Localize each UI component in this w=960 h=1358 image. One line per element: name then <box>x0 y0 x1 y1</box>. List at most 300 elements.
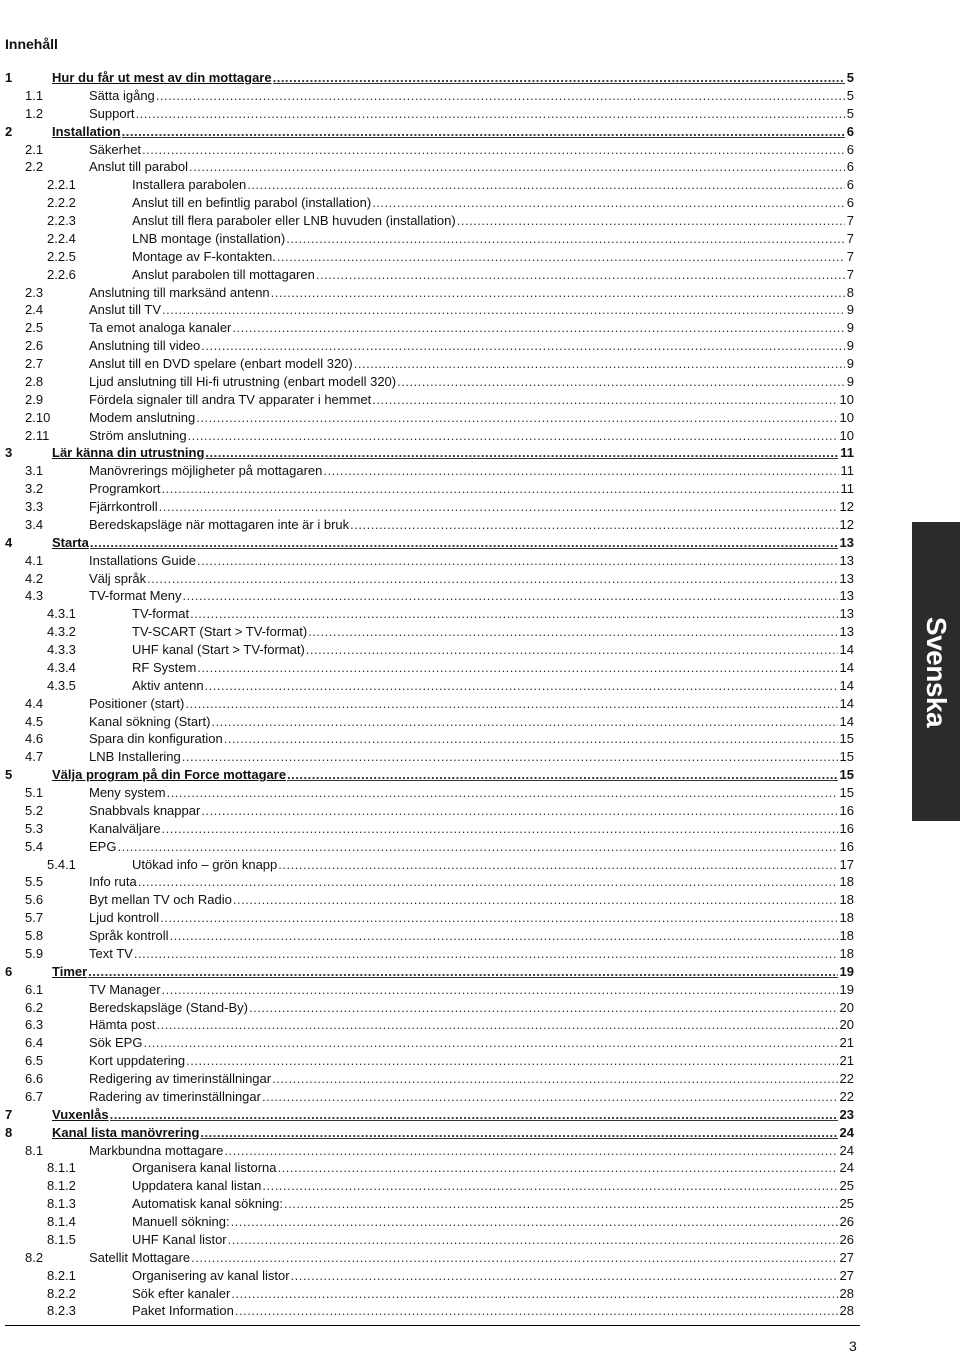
toc-entry[interactable] <box>0 659 860 677</box>
toc-entry[interactable] <box>0 355 860 373</box>
toc-entry-title: Text TV <box>89 945 133 961</box>
dot-leader <box>273 69 845 87</box>
dot-leader <box>143 1034 837 1052</box>
toc-entry-page: 28 <box>839 1285 854 1301</box>
toc-entry-page: 22 <box>839 1088 854 1104</box>
toc-entry-number: 5.4 <box>25 838 44 854</box>
toc-entry[interactable] <box>0 69 860 87</box>
dot-leader <box>147 570 837 588</box>
toc-entry-number: 6.7 <box>25 1088 44 1104</box>
toc-entry[interactable] <box>0 248 860 266</box>
toc-entry[interactable] <box>0 158 860 176</box>
toc-entry-page: 11 <box>840 481 854 497</box>
toc-entry[interactable] <box>0 498 860 516</box>
toc-entry-title: Installation <box>52 123 121 139</box>
toc-entry-number: 4.3.3 <box>47 642 76 657</box>
toc-entry-page: 25 <box>839 1196 854 1212</box>
toc-entry-page: 16 <box>839 802 854 818</box>
toc-entry[interactable] <box>0 1249 860 1267</box>
toc-entry-number: 2.2.2 <box>47 195 76 211</box>
toc-entry-page: 28 <box>839 1303 854 1319</box>
toc-entry-number: 4.7 <box>25 749 44 765</box>
toc-entry[interactable] <box>0 623 860 641</box>
toc-entry-number: 5.4.1 <box>47 856 76 872</box>
dot-leader <box>134 945 838 963</box>
toc-entry[interactable] <box>0 784 860 802</box>
toc-entry-number: 4.1 <box>25 552 44 568</box>
toc-entry-number: 2.2.5 <box>47 248 76 264</box>
toc-entry-title: Programkort <box>89 481 161 497</box>
toc-entry[interactable] <box>0 141 860 159</box>
toc-entry-title: Kanalväljare <box>89 820 161 836</box>
toc-entry-page: 12 <box>839 516 854 532</box>
toc-entry-title: Kanal lista manövrering <box>52 1124 200 1140</box>
toc-entry-number: 5.7 <box>25 910 44 926</box>
toc-entry[interactable] <box>0 552 860 570</box>
dot-leader <box>308 623 837 641</box>
toc-entry[interactable] <box>0 927 860 945</box>
toc-entry-number: 2.5 <box>25 320 44 336</box>
dot-leader <box>284 1195 838 1213</box>
toc-entry-title: Organisera kanal listorna <box>132 1160 277 1176</box>
toc-entry[interactable] <box>0 891 860 909</box>
toc-entry-title: Snabbvals knappar <box>89 802 201 818</box>
toc-entry[interactable] <box>0 1034 860 1052</box>
toc-entry-title: Utökad info – grön knapp <box>132 856 278 872</box>
toc-entry-number: 5.9 <box>25 945 44 961</box>
toc-entry-number: 2.3 <box>25 284 44 300</box>
toc-entry[interactable] <box>0 301 860 319</box>
toc-entry[interactable] <box>0 1106 860 1124</box>
toc-entry-title: Radering av timerinställningar <box>89 1088 261 1104</box>
toc-entry-title: RF System <box>132 659 197 675</box>
dot-leader <box>162 480 839 498</box>
toc-entry-number: 2.8 <box>25 373 44 389</box>
toc-entry-title: Manövrerings möjligheter på mottagaren <box>89 463 323 479</box>
toc-entry-number: 8.2.1 <box>47 1267 76 1283</box>
toc-entry-number: 2 <box>5 123 13 139</box>
toc-entry[interactable] <box>0 87 860 105</box>
toc-entry[interactable] <box>0 1124 860 1142</box>
dot-leader <box>231 1213 838 1231</box>
toc-entry-page: 6 <box>846 123 854 139</box>
toc-entry-page: 5 <box>846 70 854 85</box>
toc-entry[interactable] <box>0 963 860 981</box>
dot-leader <box>142 141 845 159</box>
toc-entry-title: LNB montage (installation) <box>132 230 286 246</box>
toc-entry[interactable] <box>0 319 860 337</box>
toc-entry-title: Timer <box>52 963 88 979</box>
toc-entry-page: 10 <box>839 391 854 407</box>
dot-leader <box>200 1124 837 1142</box>
toc-entry-page: 15 <box>839 749 854 765</box>
dot-leader <box>235 1302 838 1320</box>
toc-entry[interactable] <box>0 373 860 391</box>
dot-leader <box>110 1106 838 1124</box>
toc-entry-page: 9 <box>846 373 854 389</box>
dot-leader <box>169 927 837 945</box>
dot-leader <box>136 105 845 123</box>
toc-entry[interactable] <box>0 427 860 445</box>
toc-entry-number: 1.1 <box>25 87 44 103</box>
toc-entry[interactable] <box>0 391 860 409</box>
dot-leader <box>278 856 837 874</box>
toc-entry-title: Uppdatera kanal listan <box>132 1178 262 1194</box>
toc-entry-page: 13 <box>839 624 854 640</box>
toc-entry-title: Anslut parabolen till mottagaren <box>132 266 315 282</box>
table-of-contents <box>0 69 860 1320</box>
toc-entry-page: 20 <box>839 999 854 1015</box>
toc-entry[interactable] <box>0 1213 860 1231</box>
toc-entry[interactable] <box>0 677 860 695</box>
dot-leader <box>162 301 845 319</box>
toc-entry-title: Support <box>89 105 135 121</box>
toc-entry-page: 7 <box>846 248 854 264</box>
toc-entry[interactable] <box>0 1285 860 1303</box>
toc-entry-number: 4.3.1 <box>47 606 76 622</box>
toc-entry-title: Sök EPG <box>89 1035 143 1051</box>
toc-entry-page: 7 <box>846 213 854 228</box>
toc-entry-number: 8.1 <box>25 1142 44 1158</box>
toc-entry[interactable] <box>0 1088 860 1106</box>
toc-entry-page: 18 <box>839 928 854 943</box>
toc-entry[interactable] <box>0 641 860 659</box>
toc-entry-number: 2.2.6 <box>47 266 76 282</box>
toc-entry-title: TV-SCART (Start > TV-format) <box>132 624 308 640</box>
toc-entry[interactable] <box>0 1142 860 1160</box>
toc-entry-title: Anslut till flera paraboler eller LNB huvuden (installation) <box>132 213 456 228</box>
toc-entry[interactable] <box>0 1159 860 1177</box>
dot-leader <box>372 194 845 212</box>
toc-entry[interactable] <box>0 105 860 123</box>
toc-entry[interactable] <box>0 516 860 534</box>
toc-entry[interactable] <box>0 999 860 1017</box>
toc-entry-title: Modem anslutning <box>89 409 196 425</box>
toc-entry-number: 8.1.2 <box>47 1178 76 1194</box>
toc-entry-title: LNB Installering <box>89 749 181 765</box>
toc-entry-number: 2.6 <box>25 338 44 354</box>
toc-entry-number: 8 <box>5 1124 13 1140</box>
dot-leader <box>197 552 838 570</box>
dot-leader <box>122 123 845 141</box>
toc-entry[interactable] <box>0 730 860 748</box>
toc-entry-title: Redigering av timerinställningar <box>89 1071 272 1086</box>
toc-entry[interactable] <box>0 713 860 731</box>
toc-entry-title: Beredskapsläge (Stand-By) <box>89 999 248 1015</box>
toc-entry-page: 24 <box>839 1160 854 1176</box>
toc-entry-page: 24 <box>839 1142 854 1158</box>
toc-entry-title: Kort uppdatering <box>89 1053 186 1069</box>
toc-entry[interactable] <box>0 1231 860 1249</box>
toc-entry-number: 6.5 <box>25 1053 44 1069</box>
toc-entry-page: 15 <box>839 731 854 747</box>
toc-entry-page: 5 <box>846 87 854 103</box>
toc-entry-page: 22 <box>839 1071 854 1086</box>
toc-entry-title: Anslutning till video <box>89 338 201 354</box>
toc-entry-number: 2.2 <box>25 159 44 175</box>
toc-entry-number: 4.3.5 <box>47 677 76 693</box>
toc-entry[interactable] <box>0 337 860 355</box>
toc-entry-page: 16 <box>839 838 854 854</box>
toc-entry-page: 9 <box>846 320 854 336</box>
toc-entry-number: 2.2.1 <box>47 177 76 193</box>
toc-entry-title: UHF Kanal listor <box>132 1231 227 1247</box>
toc-entry-page: 13 <box>839 606 854 622</box>
toc-entry[interactable] <box>0 945 860 963</box>
toc-entry-page: 8 <box>846 284 854 300</box>
toc-entry-page: 26 <box>839 1231 854 1247</box>
toc-entry-page: 11 <box>840 445 854 461</box>
toc-entry-title: TV-format Meny <box>89 588 182 604</box>
toc-entry-title: TV-format <box>132 606 190 622</box>
toc-entry-number: 5 <box>5 767 13 783</box>
toc-entry-page: 27 <box>839 1267 854 1283</box>
toc-entry[interactable] <box>0 587 860 605</box>
dot-leader <box>205 677 838 695</box>
toc-entry-number: 2.2.4 <box>47 230 76 246</box>
toc-entry[interactable] <box>0 266 860 284</box>
toc-entry[interactable] <box>0 856 860 874</box>
toc-entry-title: Paket Information <box>132 1303 234 1319</box>
toc-entry-number: 8.1.4 <box>47 1214 76 1229</box>
dot-leader <box>138 873 838 891</box>
toc-entry-page: 14 <box>839 659 854 675</box>
toc-entry-number: 4.3.4 <box>47 659 76 675</box>
dot-leader <box>397 373 845 391</box>
footer-rule <box>5 1325 860 1326</box>
toc-entry-number: 8.2 <box>25 1249 44 1265</box>
page-number: 3 <box>849 1338 857 1354</box>
language-tab <box>912 522 960 821</box>
dot-leader <box>188 427 838 445</box>
toc-entry-title: Lär känna din utrustning <box>52 445 205 461</box>
toc-entry-page: 9 <box>846 356 854 371</box>
toc-entry-page: 6 <box>846 177 854 193</box>
toc-entry[interactable] <box>0 1016 860 1034</box>
toc-entry-title: Fjärrkontroll <box>89 499 158 514</box>
toc-entry[interactable] <box>0 909 860 927</box>
dot-leader <box>191 1249 837 1267</box>
toc-entry-number: 2.1 <box>25 141 44 157</box>
toc-entry-page: 14 <box>839 695 854 711</box>
toc-entry-number: 8.1.3 <box>47 1196 76 1212</box>
toc-entry[interactable] <box>0 462 860 480</box>
toc-entry-page: 11 <box>840 463 854 479</box>
dot-leader <box>457 212 845 230</box>
dot-leader <box>197 659 837 677</box>
toc-entry-page: 19 <box>839 963 854 979</box>
toc-entry-title: Säkerhet <box>89 141 142 157</box>
toc-entry-title: Ta emot analoga kanaler <box>89 320 232 336</box>
toc-entry-number: 3 <box>5 445 13 461</box>
toc-entry-page: 17 <box>839 856 854 872</box>
toc-entry-page: 21 <box>839 1035 854 1051</box>
dot-leader <box>372 391 837 409</box>
toc-entry-title: Organisering av kanal listor <box>132 1267 290 1283</box>
toc-entry-number: 4.4 <box>25 695 44 711</box>
toc-entry[interactable] <box>0 605 860 623</box>
toc-entry-title: Välja program på din Force mottagare <box>52 767 287 783</box>
toc-entry-title: UHF kanal (Start > TV-format) <box>132 642 305 657</box>
toc-entry-number: 5.5 <box>25 874 44 890</box>
toc-entry-page: 14 <box>839 713 854 729</box>
toc-entry-title: Installera parabolen <box>132 177 247 193</box>
toc-entry[interactable] <box>0 212 860 230</box>
toc-entry-page: 7 <box>846 266 854 282</box>
toc-entry-title: Aktiv antenn <box>132 677 204 693</box>
toc-entry-title: Manuell sökning: <box>132 1214 230 1229</box>
toc-entry-page: 18 <box>839 892 854 908</box>
dot-leader <box>231 1285 837 1303</box>
toc-entry[interactable] <box>0 748 860 766</box>
toc-entry[interactable] <box>0 480 860 498</box>
toc-entry-number: 6 <box>5 963 13 979</box>
toc-entry[interactable] <box>0 1070 860 1088</box>
toc-entry-title: Starta <box>52 534 89 550</box>
toc-entry-number: 5.6 <box>25 892 44 908</box>
toc-entry[interactable] <box>0 570 860 588</box>
toc-entry-title: Kanal sökning (Start) <box>89 713 211 729</box>
toc-entry-page: 6 <box>846 195 854 211</box>
toc-entry[interactable] <box>0 409 860 427</box>
toc-entry-page: 10 <box>839 409 854 425</box>
toc-entry-number: 4 <box>5 534 13 550</box>
dot-leader <box>156 87 845 105</box>
toc-entry-page: 9 <box>846 302 854 318</box>
toc-entry[interactable] <box>0 1052 860 1070</box>
toc-entry-title: Anslutning till marksänd antenn <box>89 284 270 300</box>
toc-entry[interactable] <box>0 123 860 141</box>
toc-entry-title: Spara din konfiguration <box>89 731 223 747</box>
toc-entry-number: 5.3 <box>25 820 44 836</box>
toc-entry-page: 5 <box>846 105 854 121</box>
toc-entry-page: 19 <box>839 981 854 997</box>
page-title: Innehåll <box>5 36 58 52</box>
dot-leader <box>185 695 837 713</box>
toc-entry[interactable] <box>0 981 860 999</box>
toc-entry-title: Anslut till parabol <box>89 159 188 175</box>
toc-entry[interactable] <box>0 1302 860 1320</box>
dot-leader <box>278 1159 838 1177</box>
toc-entry-number: 5.1 <box>25 785 44 800</box>
toc-entry-number: 6.2 <box>25 999 44 1015</box>
dot-leader <box>354 355 845 373</box>
toc-entry[interactable] <box>0 695 860 713</box>
toc-entry-title: Beredskapsläge när mottagaren inte är i bruk <box>89 516 350 532</box>
dot-leader <box>205 444 838 462</box>
toc-entry-number: 8.1.1 <box>47 1160 76 1176</box>
toc-entry-page: 9 <box>846 338 854 354</box>
dot-leader <box>224 730 838 748</box>
toc-entry[interactable] <box>0 766 860 784</box>
toc-entry-number: 4.6 <box>25 731 44 747</box>
toc-entry-page: 26 <box>839 1214 854 1229</box>
toc-entry-number: 3.1 <box>25 463 44 479</box>
toc-entry[interactable] <box>0 444 860 462</box>
toc-entry-page: 23 <box>839 1106 854 1122</box>
toc-entry[interactable] <box>0 1177 860 1195</box>
toc-entry-title: Ljud kontroll <box>89 910 160 926</box>
toc-entry-title: Anslut till en DVD spelare (enbart modell 320) <box>89 356 353 371</box>
dot-leader <box>286 230 845 248</box>
toc-entry-title: Anslut till TV <box>89 302 162 318</box>
toc-entry-title: Välj språk <box>89 570 147 586</box>
toc-entry[interactable] <box>0 176 860 194</box>
dot-leader <box>159 498 838 516</box>
dot-leader <box>316 266 845 284</box>
toc-entry[interactable] <box>0 194 860 212</box>
dot-leader <box>189 158 845 176</box>
dot-leader <box>233 891 838 909</box>
toc-entry[interactable] <box>0 1195 860 1213</box>
toc-entry-number: 2.11 <box>25 427 50 443</box>
toc-entry-page: 13 <box>839 552 854 568</box>
toc-entry-number: 4.5 <box>25 713 44 729</box>
toc-entry-page: 27 <box>839 1249 854 1265</box>
dot-leader <box>190 605 837 623</box>
dot-leader <box>323 462 838 480</box>
toc-entry-number: 1.2 <box>25 105 44 121</box>
toc-entry-title: Info ruta <box>89 874 137 890</box>
dot-leader <box>247 176 845 194</box>
toc-entry-number: 3.4 <box>25 516 44 532</box>
toc-entry-page: 25 <box>839 1178 854 1194</box>
toc-entry-title: Anslut till en befintlig parabol (installation) <box>132 195 372 211</box>
toc-entry-title: Ström anslutning <box>89 427 187 443</box>
dot-leader <box>272 1070 837 1088</box>
dot-leader <box>224 1142 837 1160</box>
toc-entry-number: 7 <box>5 1106 13 1122</box>
toc-entry-number: 2.7 <box>25 356 44 371</box>
toc-entry[interactable] <box>0 1267 860 1285</box>
toc-entry-title: Fördela signaler till andra TV apparater i hemmet <box>89 391 372 407</box>
toc-entry-page: 10 <box>839 427 854 443</box>
toc-entry[interactable] <box>0 838 860 856</box>
toc-entry[interactable] <box>0 284 860 302</box>
dot-leader <box>162 981 838 999</box>
toc-entry-title: Sätta igång <box>89 87 155 103</box>
toc-entry-page: 18 <box>839 874 854 890</box>
dot-leader <box>271 284 845 302</box>
toc-entry-number: 5.8 <box>25 928 44 943</box>
dot-leader <box>186 1052 837 1070</box>
dot-leader <box>182 587 837 605</box>
toc-entry[interactable] <box>0 534 860 552</box>
language-tab-label: Svenska <box>921 616 952 727</box>
dot-leader <box>262 1088 838 1106</box>
toc-entry-title: Satellit Mottagare <box>89 1249 191 1265</box>
toc-entry-number: 1 <box>5 70 13 85</box>
toc-entry-number: 4.2 <box>25 570 44 586</box>
toc-entry-title: Meny system <box>89 785 166 800</box>
toc-entry-number: 8.2.2 <box>47 1285 76 1301</box>
toc-entry[interactable] <box>0 820 860 838</box>
toc-entry-number: 2.2.3 <box>47 213 76 228</box>
toc-entry[interactable] <box>0 873 860 891</box>
toc-entry[interactable] <box>0 802 860 820</box>
dot-leader <box>350 516 837 534</box>
toc-entry[interactable] <box>0 230 860 248</box>
toc-entry-title: Hur du får ut mest av din mottagare <box>52 70 272 85</box>
toc-entry-title: Ljud anslutning till Hi-fi utrustning (enbart modell 320) <box>89 373 397 389</box>
dot-leader <box>201 802 837 820</box>
toc-entry-title: Automatisk kanal sökning: <box>132 1196 284 1212</box>
toc-entry-title: Montage av F-kontakten. <box>132 248 276 264</box>
toc-entry-number: 3.2 <box>25 481 44 497</box>
toc-entry-page: 13 <box>839 570 854 586</box>
toc-entry-number: 2.10 <box>25 409 51 425</box>
toc-entry-page: 21 <box>839 1053 854 1069</box>
